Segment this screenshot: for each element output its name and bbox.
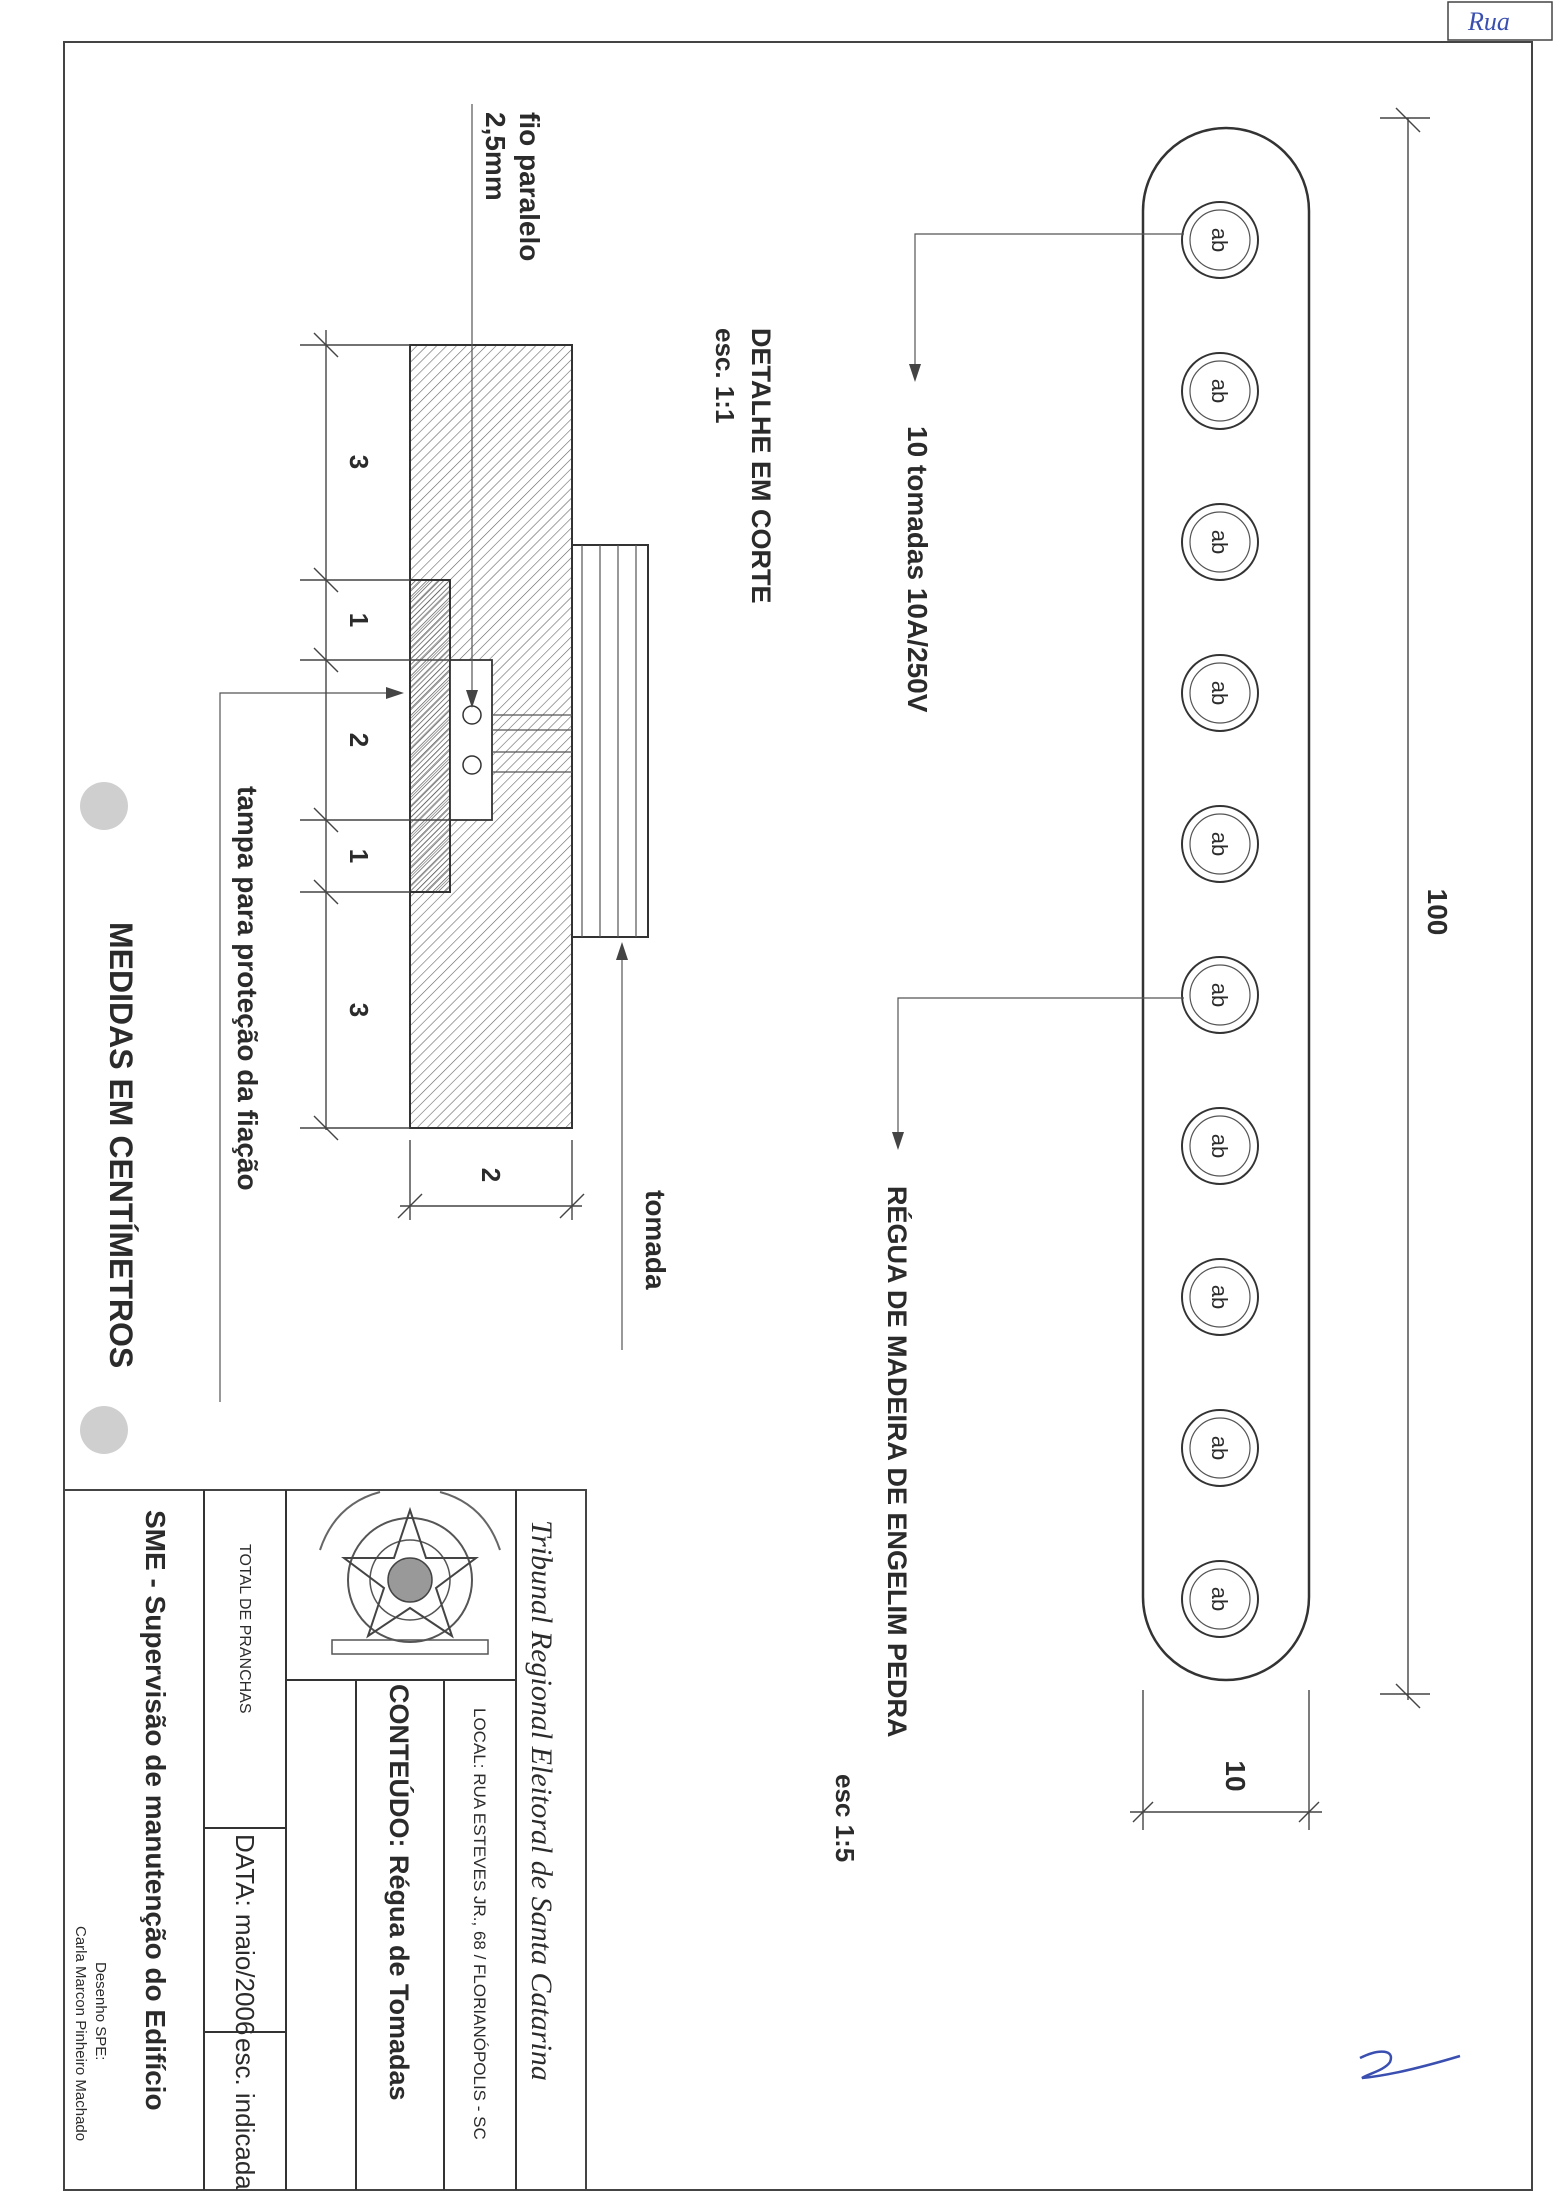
section-dim-label: 3 [344, 1002, 374, 1018]
depth-dimension: 2 [476, 1167, 506, 1183]
socket-outlet [1182, 1108, 1258, 1184]
strip-scale: esc 1:5 [830, 1774, 860, 1863]
scale-text: esc. indicada [230, 2038, 260, 2190]
strip-leader [898, 998, 1184, 1148]
strip-title: RÉGUA DE MADEIRA DE ENGELIM PEDRA [882, 1186, 912, 1738]
wire-label-line2: 2,5mm [480, 112, 511, 201]
wire-label-line1: fio paralelo [514, 112, 545, 262]
section-dim-label: 3 [344, 454, 374, 470]
socket-label: ab [1207, 680, 1232, 706]
socket-outlet [1182, 1410, 1258, 1486]
page-mark [1360, 2052, 1460, 2078]
cover-strip [410, 580, 450, 892]
socket-outlet [1182, 1561, 1258, 1637]
section-dim-label: 1 [344, 848, 374, 864]
section-scale: esc. 1:1 [710, 328, 740, 424]
institution-name: Tribunal Regional Eleitoral de Santa Catarina [525, 1520, 558, 2081]
socket-label: ab [1207, 227, 1232, 253]
wire-2 [463, 756, 481, 774]
socket-label: ab [1207, 378, 1232, 404]
socket-label: tomada [640, 1190, 671, 1290]
section-detail [220, 104, 776, 1402]
punch-hole-bottom [80, 1406, 128, 1454]
section-dim-label: 1 [344, 612, 374, 628]
title-block [64, 1490, 586, 2190]
punch-hole-top [80, 782, 128, 830]
total-sheets-label: TOTAL DE PRANCHAS [236, 1544, 253, 1714]
wire-channel [450, 660, 492, 820]
socket-row [1182, 202, 1258, 1637]
sheet-border [64, 42, 1532, 2190]
socket-label: ab [1207, 831, 1232, 857]
wire-1 [463, 706, 481, 724]
socket-outlet [1182, 1259, 1258, 1335]
section-dim-label: 2 [344, 732, 374, 748]
socket-outlet [1182, 806, 1258, 882]
socket-outlet [1182, 504, 1258, 580]
drawing-by-name: Carla Marcon Pinheiro Machado [72, 1926, 89, 2142]
socket-outlet [1182, 957, 1258, 1033]
corner-handwriting: Rua [1468, 7, 1510, 36]
department-text: SME - Supervisão de manutenção do Edifício [140, 1510, 171, 2111]
content-text: CONTEÚDO: Régua de Tomadas [384, 1684, 414, 2101]
socket-outlet [1182, 655, 1258, 731]
location-text: LOCAL: RUA ESTEVES JR., 68 / FLORIANÓPOLIS - SC [470, 1708, 489, 2140]
socket-outlet [1182, 202, 1258, 278]
strip-drawing [830, 108, 1453, 1862]
socket-label: ab [1207, 982, 1232, 1008]
socket-callout: 10 tomadas 10A/250V [902, 426, 933, 713]
width-dimension: 10 [1220, 1760, 1251, 1792]
units-note: MEDIDAS EM CENTÍMETROS [103, 922, 139, 1369]
length-dimension: 100 [1422, 888, 1453, 936]
socket-label: ab [1207, 1435, 1232, 1461]
socket-label: ab [1207, 1284, 1232, 1310]
drawing-by-label: Desenho SPE: [92, 1962, 109, 2061]
socket-outlet [1182, 353, 1258, 429]
coat-of-arms-emblem [320, 1492, 500, 1654]
socket-label: ab [1207, 1133, 1232, 1159]
socket-label: ab [1207, 529, 1232, 555]
socket-label: ab [1207, 1586, 1232, 1612]
date-text: DATA: maio/2006 [230, 1834, 260, 2036]
section-title: DETALHE EM CORTE [746, 328, 776, 604]
cover-label: tampa para proteção da fiação [232, 786, 263, 1191]
